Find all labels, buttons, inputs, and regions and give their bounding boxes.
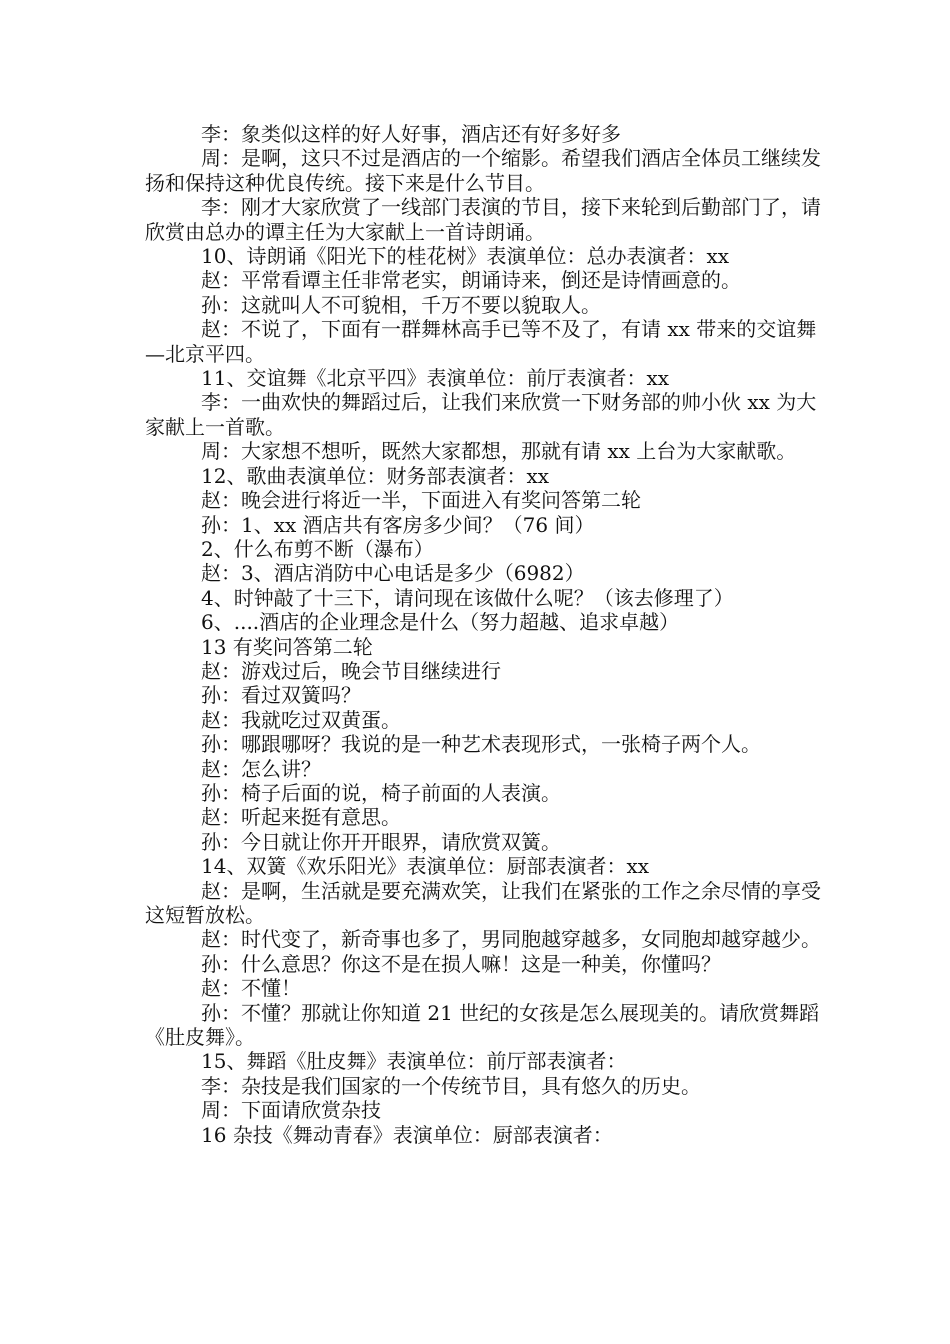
paragraph: 14、双簧《欢乐阳光》表演单位：厨部表演者：xx: [201, 854, 650, 879]
paragraph: 孙：不懂？那就让你知道 21 世纪的女孩是怎么展现美的。请欣赏舞蹈《肚皮舞》。: [145, 1000, 820, 1050]
document-body: [145, 122, 825, 1147]
paragraph: 李：杂技是我们国家的一个传统节目，具有悠久的历史。: [201, 1073, 701, 1098]
paragraph: 周：下面请欣赏杂技: [201, 1098, 381, 1123]
paragraph: 孙：椅子后面的说，椅子前面的人表演。: [201, 780, 561, 805]
paragraph: 赵：我就吃过双黄蛋。: [201, 707, 401, 732]
paragraph: 周：是啊，这只不过是酒店的一个缩影。希望我们酒店全体员工继续发扬和保持这种优良传统。接下来是什么节目。: [145, 146, 821, 195]
paragraph: 赵：平常看谭主任非常老实，朗诵诗来，倒还是诗情画意的。: [201, 268, 741, 293]
paragraph: 赵：是啊，生活就是要充满欢笑，让我们在紧张的工作之余尽情的享受这短暂放松。: [145, 878, 821, 927]
paragraph: 15、舞蹈《肚皮舞》表演单位：前厅部表演者：: [201, 1049, 627, 1074]
paragraph: 孙：什么意思？你这不是在损人嘛！这是一种美，你懂吗？: [201, 951, 721, 976]
paragraph: 10、诗朗诵《阳光下的桂花树》表演单位：总办表演者：xx: [201, 244, 730, 269]
paragraph: 6、....酒店的企业理念是什么（努力超越、追求卓越）: [201, 610, 680, 635]
paragraph: 周：大家想不想听，既然大家都想，那就有请 xx 上台为大家献歌。: [201, 439, 797, 464]
paragraph: 13 有奖问答第二轮: [201, 634, 373, 659]
paragraph: 赵：时代变了，新奇事也多了，男同胞越穿越多，女同胞却越穿越少。: [201, 927, 821, 952]
paragraph: 赵：不懂！: [201, 976, 301, 1001]
paragraph: 李：刚才大家欣赏了一线部门表演的节目，接下来轮到后勤部门了，请欣赏由总办的谭主任为大家献上一首诗朗诵。: [145, 195, 821, 244]
paragraph: 4、时钟敲了十三下，请问现在该做什么呢？（该去修理了）: [201, 585, 734, 610]
paragraph: 11、交谊舞《北京平四》表演单位：前厅表演者：xx: [201, 366, 670, 391]
paragraph: 12、歌曲表演单位：财务部表演者：xx: [201, 463, 550, 488]
paragraph: 赵：不说了，下面有一群舞林高手已等不及了，有请 xx 带来的交谊舞—北京平四。: [145, 317, 817, 366]
paragraph: 孙：1、xx 酒店共有客房多少间？（76 间）: [201, 512, 595, 537]
paragraph: 赵：听起来挺有意思。: [201, 805, 401, 830]
paragraph: 赵：3、酒店消防中心电话是多少（6982）: [201, 561, 585, 586]
paragraph: 16 杂技《舞动青春》表演单位：厨部表演者：: [201, 1122, 613, 1147]
paragraph: 李：象类似这样的好人好事，酒店还有好多好多: [201, 122, 621, 146]
paragraph: 赵：怎么讲？: [201, 756, 321, 781]
paragraph: 赵：游戏过后，晚会节目继续进行: [201, 658, 501, 683]
paragraph: 孙：哪跟哪呀？我说的是一种艺术表现形式，一张椅子两个人。: [201, 732, 761, 757]
paragraph: 孙：今日就让你开开眼界，请欣赏双簧。: [201, 829, 561, 854]
paragraph: 赵：晚会进行将近一半，下面进入有奖问答第二轮: [201, 488, 641, 513]
paragraph: 李：一曲欢快的舞蹈过后，让我们来欣赏一下财务部的帅小伙 xx 为大家献上一首歌。: [145, 390, 817, 439]
paragraph: 2、什么布剪不断（瀑布）: [201, 536, 434, 561]
paragraph: 孙：这就叫人不可貌相，千万不要以貌取人。: [201, 292, 601, 317]
paragraph: 孙：看过双簧吗？: [201, 683, 361, 708]
